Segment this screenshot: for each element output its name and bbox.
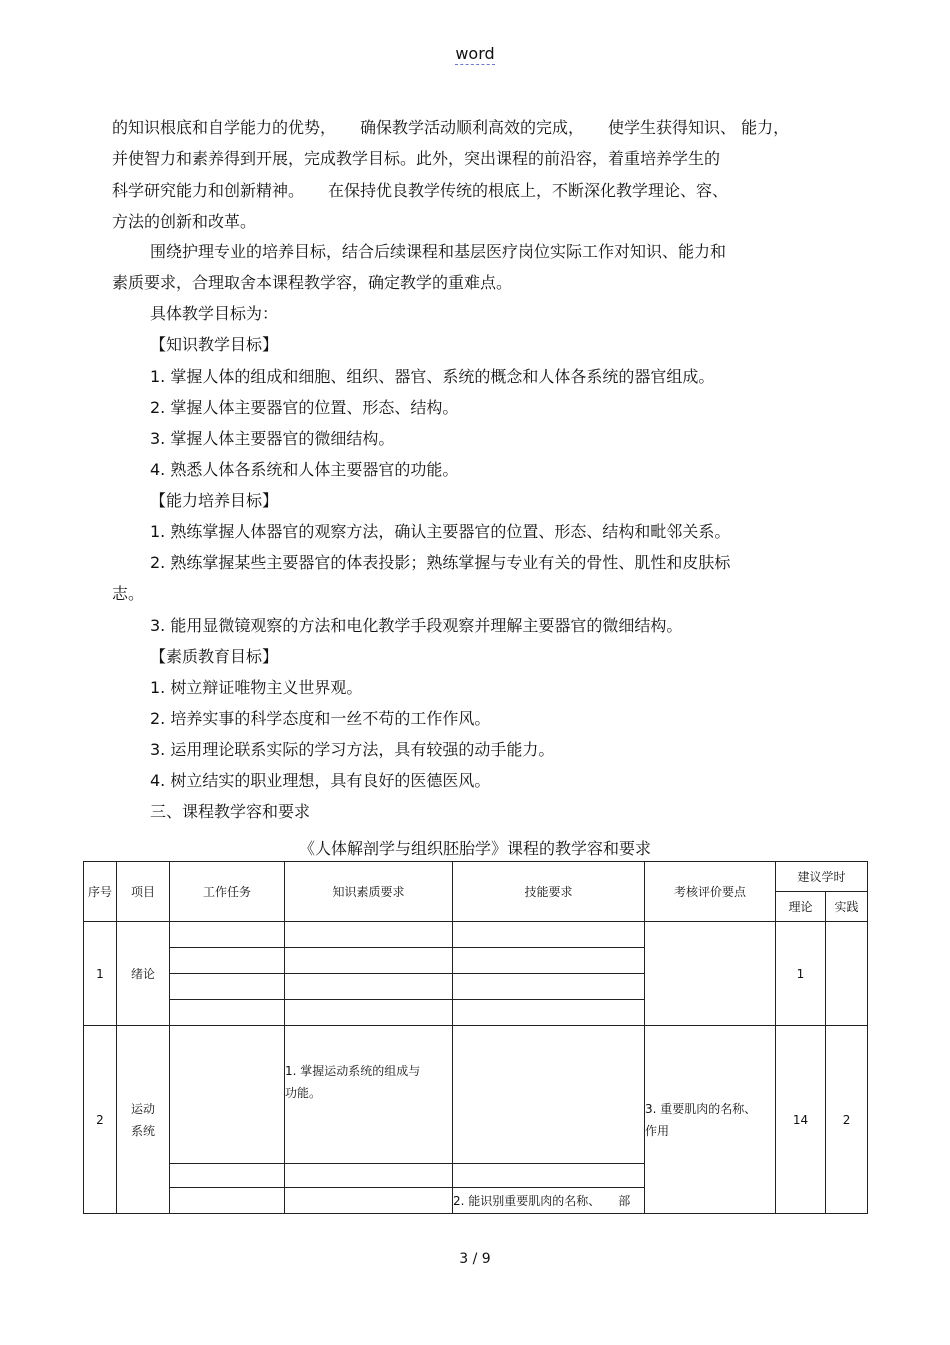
header-hours: 建议学时 [776, 862, 868, 892]
list-item: 3. 掌握人体主要器官的微细结构。 [150, 429, 395, 448]
paragraph-line: 方法的创新和改革。 [112, 212, 257, 231]
header-assessment: 考核评价要点 [645, 862, 776, 922]
row1-task-cell [170, 922, 285, 948]
section-heading: 【能力培养目标】 [150, 491, 279, 510]
list-item: 4. 熟悉人体各系统和人体主要器官的功能。 [150, 460, 459, 479]
row1-task-cell [170, 948, 285, 974]
section-heading: 【知识教学目标】 [150, 335, 279, 354]
header-knowledge: 知识素质要求 [285, 862, 453, 922]
row1-project: 绪论 [117, 922, 170, 1026]
header-skill: 技能要求 [453, 862, 645, 922]
row2-theory: 14 [776, 1026, 826, 1214]
row2-task-cell [170, 1188, 285, 1214]
row1-skill-cell [453, 974, 645, 1000]
table-row [84, 922, 868, 948]
row1-practice [826, 922, 868, 1026]
paragraph-line: 素质要求，合理取舍本课程教学容，确定教学的重难点。 [112, 273, 513, 292]
row2-assessment: 3. 重要肌肉的名称、 作用 [645, 1026, 776, 1214]
row2-task-cell [170, 1026, 285, 1164]
table-row [84, 1026, 868, 1164]
row1-skill-cell [453, 922, 645, 948]
header-word-label: word [455, 44, 495, 63]
header-project: 项目 [117, 862, 170, 922]
row1-task-cell [170, 974, 285, 1000]
row2-knowledge-cell [285, 1188, 453, 1214]
row2-practice: 2 [826, 1026, 868, 1214]
list-item: 3. 运用理论联系实际的学习方法，具有较强的动手能力。 [150, 740, 555, 759]
table-title: 《人体解剖学与组织胚胎学》课程的教学容和要求 [298, 839, 651, 858]
paragraph-line: 志。 [112, 584, 145, 603]
list-item: 2. 培养实事的科学态度和一丝不苟的工作作风。 [150, 709, 491, 728]
row1-knowledge-cell [285, 922, 453, 948]
paragraph-line: 围绕护理专业的培养目标，结合后续课程和基层医疗岗位实际工作对知识、能力和 [150, 242, 727, 261]
curriculum-table [83, 861, 868, 1214]
list-item: 4. 树立结实的职业理想，具有良好的医德医风。 [150, 771, 491, 790]
row1-assessment [645, 922, 776, 1026]
page-header [0, 44, 950, 63]
header-seq: 序号 [84, 862, 117, 922]
list-item: 3. 能用显微镜观察的方法和电化教学手段观察并理解主要器官的微细结构。 [150, 616, 683, 635]
list-item: 1. 熟练掌握人体器官的观察方法，确认主要器官的位置、形态、结构和毗邻关系。 [150, 522, 731, 541]
row2-skill: 2. 能识别重要肌肉的名称、 部 [453, 1188, 645, 1214]
row2-skill-cell [453, 1026, 645, 1164]
row1-knowledge-cell [285, 974, 453, 1000]
row1-knowledge-cell [285, 948, 453, 974]
list-item: 2. 熟练掌握某些主要器官的体表投影；熟练掌握与专业有关的骨性、肌性和皮肤标 [150, 553, 731, 572]
table-header-row [84, 862, 868, 892]
paragraph-line: 具体教学目标为： [150, 304, 279, 323]
row1-task-cell [170, 1000, 285, 1026]
list-item: 2. 掌握人体主要器官的位置、形态、结构。 [150, 398, 459, 417]
paragraph-line: 科学研究能力和创新精神。 在保持优良教学传统的根底上，不断深化教学理论、容、 [112, 181, 729, 200]
row2-knowledge: 1. 掌握运动系统的组成与 功能。 [285, 1026, 453, 1164]
paragraph-line: 的知识根底和自学能力的优势， 确保教学活动顺利高效的完成， 使学生获得知识、 能力， [112, 118, 790, 137]
row1-seq: 1 [84, 922, 117, 1026]
row1-knowledge-cell [285, 1000, 453, 1026]
page-number: 3 / 9 [459, 1251, 491, 1267]
row2-skill-cell [453, 1164, 645, 1188]
list-item: 1. 掌握人体的组成和细胞、组织、器官、系统的概念和人体各系统的器官组成。 [150, 367, 715, 386]
section-heading: 三、课程教学容和要求 [150, 802, 311, 821]
row1-skill-cell [453, 1000, 645, 1026]
row2-knowledge-cell [285, 1164, 453, 1188]
paragraph-line: 并使智力和素养得到开展，完成教学目标。此外，突出课程的前沿容，着重培养学生的 [112, 149, 721, 168]
row1-skill-cell [453, 948, 645, 974]
header-task: 工作任务 [170, 862, 285, 922]
row2-task-cell [170, 1164, 285, 1188]
row1-theory: 1 [776, 922, 826, 1026]
header-practice: 实践 [826, 892, 868, 922]
row2-seq: 2 [84, 1026, 117, 1214]
row2-project: 运动 系统 [117, 1026, 170, 1214]
section-heading: 【素质教育目标】 [150, 647, 279, 666]
list-item: 1. 树立辩证唯物主义世界观。 [150, 678, 363, 697]
header-theory: 理论 [776, 892, 826, 922]
